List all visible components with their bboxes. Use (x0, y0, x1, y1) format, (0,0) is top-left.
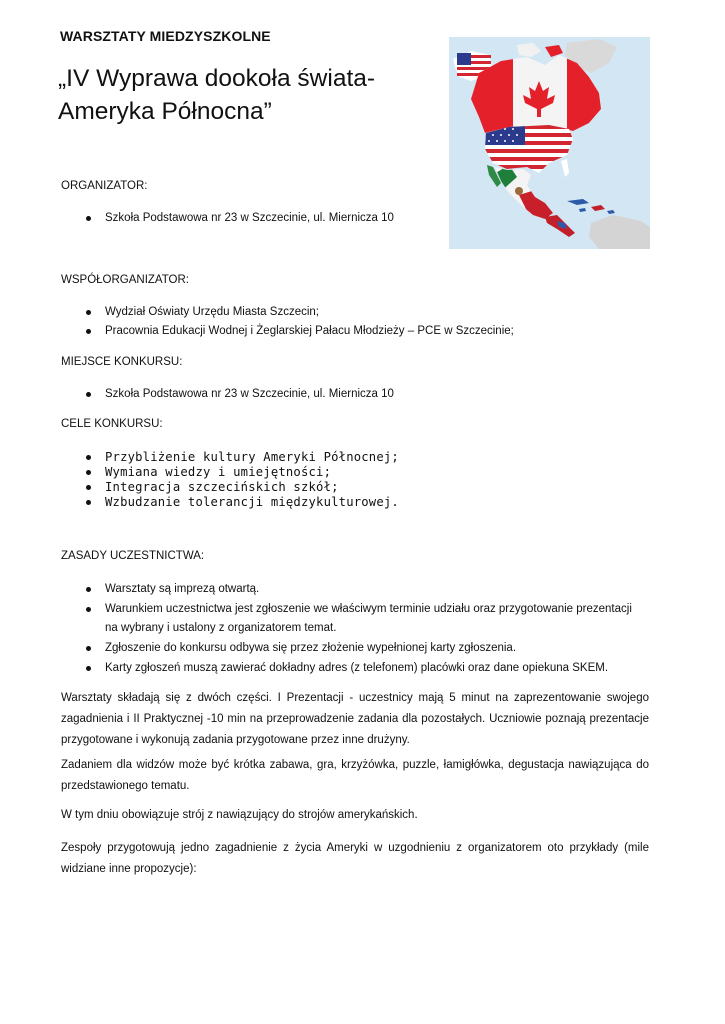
paragraph-audience-task: Zadaniem dla widzów może być krótka zabawa, gra, krzyżówka, puzzle, łamigłówka, degustacja nawiązująca do przedstawionego tematu. (61, 759, 649, 792)
organizer-label: ORGANIZATOR: (61, 180, 148, 192)
list-item: Integracja szczecińskich szkół; (86, 480, 399, 495)
title-line-2: Ameryka Północna” (58, 98, 272, 125)
list-item: Szkoła Podstawowa nr 23 w Szczecinie, ul. Miernicza 10 (86, 209, 394, 228)
rules-label: ZASADY UCZESTNICTWA: (61, 550, 205, 562)
venue-list (86, 385, 394, 404)
organizer-list (86, 209, 394, 228)
title-line-1: „IV Wyprawa dookoła świata- (58, 65, 376, 92)
list-item: Zgłoszenie do konkursu odbywa się przez złożenie wypełnionej karty zgłoszenia. (86, 639, 646, 658)
list-item: Wymiana wiedzy i umiejętności; (86, 465, 399, 480)
co-organizer-list (86, 303, 514, 341)
list-item: Szkoła Podstawowa nr 23 w Szczecinie, ul. Miernicza 10 (86, 385, 394, 404)
north-america-flags-map-icon (449, 37, 650, 249)
venue-label: MIEJSCE KONKURSU: (61, 356, 183, 368)
list-item: Warsztaty są imprezą otwartą. (86, 580, 646, 599)
paragraph-workshop-parts: Warsztaty składają się z dwóch części. I Prezentacji - uczestnicy mają 5 minut na zaprezentowanie swojego zagadnienia i II Praktycznej -10 min na przeprowadzenie zadania dla pozostałych. Uczniowie poznają prezentacje przygotowane i wykonują zadania przygotowane przez inne drużyny. (61, 692, 649, 746)
list-item: Pracownia Edukacji Wodnej i Żeglarskiej Pałacu Młodzieży – PCE w Szczecinie; (86, 322, 514, 341)
rules-list (86, 580, 646, 679)
paragraph-team-topics: Zespoły przygotowują jedno zagadnienie z życia Ameryki w uzgodnieniu z organizatorem oto przykłady (mile widziane inne propozycje): (61, 842, 649, 875)
list-item: Wydział Oświaty Urzędu Miasta Szczecin; (86, 303, 514, 322)
list-item: Karty zgłoszeń muszą zawierać dokładny adres (z telefonem) placówki oraz dane opiekuna SKEM. (86, 659, 646, 678)
workshop-header: WARSZTATY MIEDZYSZKOLNE (60, 28, 271, 44)
list-item: Wzbudzanie tolerancji międzykulturowej. (86, 495, 399, 510)
document-title (58, 62, 438, 128)
goals-list (86, 450, 399, 510)
co-organizer-label: WSPÓŁORGANIZATOR: (61, 274, 190, 286)
list-item: Warunkiem uczestnictwa jest zgłoszenie we właściwym terminie udziału oraz przygotowanie prezentacji na wybrany i ustalony z organizatorem temat. (86, 600, 646, 638)
paragraph-dress-code: W tym dniu obowiązuje strój z nawiązujący do strojów amerykańskich. (61, 809, 418, 821)
list-item: Przybliżenie kultury Ameryki Północnej; (86, 450, 399, 465)
goals-label: CELE KONKURSU: (61, 418, 163, 430)
